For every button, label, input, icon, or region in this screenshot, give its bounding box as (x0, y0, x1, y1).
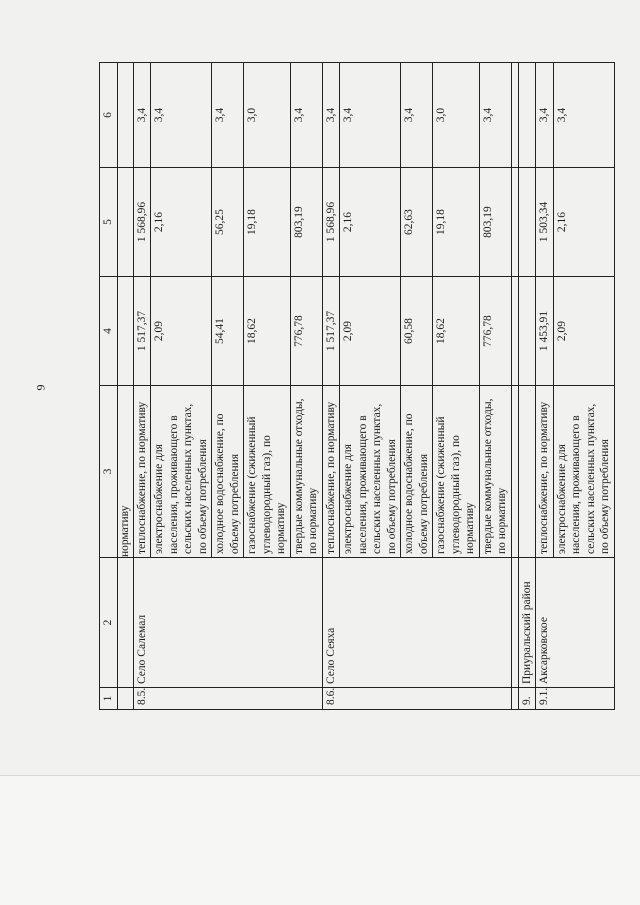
spacer-row (511, 63, 518, 710)
value-col-4: 54,41 (212, 277, 244, 386)
tariff-table-container (99, 63, 611, 710)
value-col-5: 1 568,96 (322, 168, 340, 277)
value-col-6: 3,4 (536, 63, 554, 168)
value-col-5: 1 503,34 (536, 168, 554, 277)
settlement-name: Село Сеяха (322, 558, 511, 688)
service-cell: газоснабжение (сжиженный углеводородный газ), по нормативу (433, 386, 480, 558)
table-row (536, 63, 554, 710)
header-row (100, 63, 118, 710)
value-col-6: 3,0 (244, 63, 291, 168)
row-number: 9.1. (536, 688, 615, 710)
value-col-6: 3,4 (151, 63, 212, 168)
header-col-3: 3 (100, 386, 118, 558)
value-col-5: 19,18 (433, 168, 480, 277)
service-cell: твердые коммунальные отходы, по нормативу (479, 386, 511, 558)
region-row (518, 63, 536, 710)
value-col-6: 3,4 (340, 63, 401, 168)
value-col-5: 19,18 (244, 168, 291, 277)
value-col-4: 1 517,37 (322, 277, 340, 386)
value-col-4: 18,62 (244, 277, 291, 386)
value-col-6: 3,4 (553, 63, 614, 168)
value-col-5: 56,25 (212, 168, 244, 277)
table-row (322, 63, 340, 710)
value-col-5: 2,16 (151, 168, 212, 277)
page-number: 9 (33, 384, 48, 391)
header-col-1: 1 (100, 688, 118, 710)
header-col-4: 4 (100, 277, 118, 386)
value-col-6: 3,0 (433, 63, 480, 168)
value-col-6: 3,4 (322, 63, 340, 168)
value-col-5: 1 568,96 (133, 168, 151, 277)
service-cell: теплоснабжение, по нормативу (322, 386, 340, 558)
value-col-5: 803,19 (290, 168, 322, 277)
value-col-6: 3,4 (479, 63, 511, 168)
service-cell: газоснабжение (сжиженный углеводородный газ), по нормативу (244, 386, 291, 558)
service-cell: твердые коммунальные отходы, по нормативу (290, 386, 322, 558)
service-cell: электроснабжение для населения, проживающего в сельских населенных пунктах, по объему потребления (553, 386, 614, 558)
value-col-4: 60,58 (401, 277, 433, 386)
value-col-4: 1 453,91 (536, 277, 554, 386)
continuation-row (118, 63, 134, 710)
row-number: 8.5. (133, 688, 322, 710)
value-col-4: 2,09 (151, 277, 212, 386)
value-col-6: 3,4 (212, 63, 244, 168)
value-col-5: 62,63 (401, 168, 433, 277)
value-col-6: 3,4 (401, 63, 433, 168)
value-col-4: 18,62 (433, 277, 480, 386)
value-col-6: 3,4 (290, 63, 322, 168)
value-col-5: 2,16 (553, 168, 614, 277)
header-col-5: 5 (100, 168, 118, 277)
service-cell: электроснабжение для населения, проживающего в сельских населенных пунктах, по объему потребления (151, 386, 212, 558)
region-name: Приуральский район (518, 558, 536, 688)
value-col-4: 2,09 (340, 277, 401, 386)
service-cell: холодное водоснабжение, по объему потребления (212, 386, 244, 558)
value-col-6: 3,4 (133, 63, 151, 168)
service-cell: теплоснабжение, по нормативу (536, 386, 554, 558)
value-col-4: 1 517,37 (133, 277, 151, 386)
region-number: 9. (518, 688, 536, 710)
service-cell: теплоснабжение, по нормативу (133, 386, 151, 558)
settlement-name: Аксарковское (536, 558, 615, 688)
settlement-name: Село Салемал (133, 558, 322, 688)
service-cell: электроснабжение для населения, проживающего в сельских населенных пунктах, по объему потребления (340, 386, 401, 558)
service-cell: нормативу (118, 386, 134, 558)
header-col-2: 2 (100, 558, 118, 688)
value-col-5: 803,19 (479, 168, 511, 277)
header-col-6: 6 (100, 63, 118, 168)
value-col-5: 2,16 (340, 168, 401, 277)
value-col-4: 776,78 (479, 277, 511, 386)
tariff-table (99, 62, 615, 710)
service-cell: холодное водоснабжение, по объему потребления (401, 386, 433, 558)
value-col-4: 2,09 (553, 277, 614, 386)
row-number: 8.6. (322, 688, 511, 710)
value-col-4: 776,78 (290, 277, 322, 386)
table-row (133, 63, 151, 710)
